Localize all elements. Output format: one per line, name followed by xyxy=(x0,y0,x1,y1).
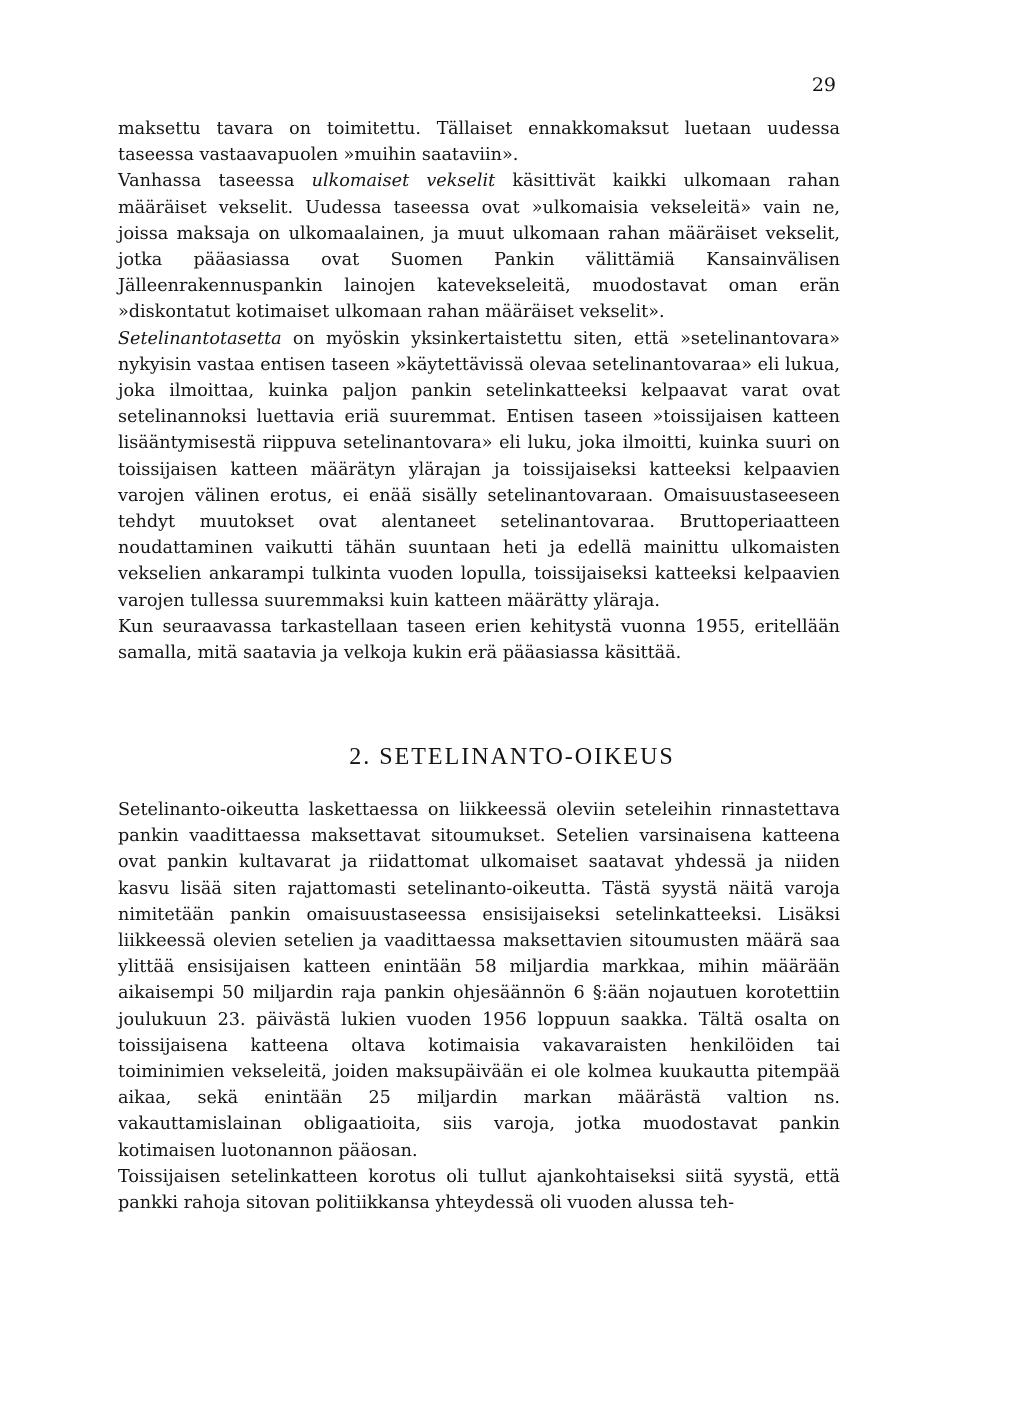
paragraph: maksettu tavara on toimitettu. Tällaiset ennakkomaksut luetaan uudessa taseessa vastaavapuolen »muihin saataviin». xyxy=(118,119,840,166)
paragraph-text: käsittivät kaikki ulkomaan rahan määräiset vekselit. Uudessa taseessa ovat »ulkomaisia vekseleitä» vain ne, joissa maksaja on ulkomaalainen, ja muut ulkomaan rahan määräiset vekselit, jotka pääasiassa ovat Suomen Pankin välittämiä Kansainvälisen Jälleenrakennuspankin lainojen katevekseleitä, muodostavat oman erän »diskontatut kotimaiset ulkomaan rahan määräiset vekselit». xyxy=(118,171,840,323)
italic-term: Setelinantotasetta xyxy=(118,328,282,349)
body-text-block xyxy=(118,797,840,1216)
paragraph: Setelinanto-oikeutta laskettaessa on liikkeessä oleviin seteleihin rinnastettava pankin vaadittaessa maksettavat sitoumukset. Setelien varsinaisena katteena ovat pankin kultavarat ja riidattomat ulkomaiset saatavat yhdessä ja niiden kasvu lisää siten rajattomasti setelinanto-oikeutta. Tästä syystä näitä varoja nimitetään pankin omaisuustaseessa ensisijaiseksi setelinkatteeksi. Lisäksi liikkeessä olevien setelien ja vaadittaessa maksettavien sitoumusten määrä saa ylittää ensisijaisen katteen enintään 58 miljardia markkaa, mihin määrään aikaisempi 50 miljardin raja pankin ohjesäännön 6 §:ään nojautuen korotettiin joulukuun 23. päivästä lukien vuoden 1956 loppuun saakka. Tältä osalta on toissijaisena katteena oltava kotimaisia vakavaraisten henkilöiden tai toiminimien vekseleitä, joiden maksupäivään ei ole kolmea kuukautta pitempää aikaa, sekä enintään 25 miljardin markan määrästä valtion ns. vakauttamislainan obligaatioita, siis varoja, jotka muodostavat pankin kotimaisen luotonannon pääosan. xyxy=(118,800,840,1161)
section-heading: 2. SETELINANTO-OIKEUS xyxy=(349,744,675,770)
paragraph: Kun seuraavassa tarkastellaan taseen erien kehitystä vuonna 1955, eritellään samalla, mitä saatavia ja velkoja kukin erä pääasiassa käsittää. xyxy=(118,616,840,664)
paragraph xyxy=(118,326,840,614)
paragraph-text: on myöskin yksinkertaistettu siten, että »setelinantovara» nykyisin vastaa entisen taseen »käytettävissä olevaa setelinantovaraa» eli lukua, joka ilmoittaa, kuinka paljon pankin setelinkatteeksi kelpaavat varat ovat setelinannoksi luettavia eriä suuremmat. Entisen taseen »toissijaisen katteen lisääntymisestä riippuva setelinantovara» eli luku, joka ilmoitti, kuinka suuri on toissijaisen katteen määrätyn ylärajan ja toissijaiseksi katteeksi kelpaavien varojen välinen erotus, ei enää sisälly setelinantovaraan. Omaisuustaseeseen tehdyt muutokset ovat alentaneet setelinantovaraa. Bruttoperiaatteen noudattaminen vaikutti tähän suuntaan heti ja edellä mainittu ulkomaisten vekselien ankarampi tulkinta vuoden lopulla, toissijaiseksi katteeksi kelpaavien varojen tullessa suuremmaksi kuin katteen määrätty yläraja. xyxy=(118,328,840,611)
paragraph-text: Vanhassa taseessa xyxy=(118,171,312,192)
paragraph: Toissijaisen setelinkatteen korotus oli tullut ajankohtaiseksi siitä syystä, että pankki rahoja sitovan politiikkansa yhteydessä oli vuoden alussa teh- xyxy=(118,1166,840,1214)
italic-term: ulkomaiset vekselit xyxy=(311,171,496,192)
page-number: 29 xyxy=(811,74,836,96)
body-text-block xyxy=(118,116,840,666)
paragraph xyxy=(118,168,840,325)
